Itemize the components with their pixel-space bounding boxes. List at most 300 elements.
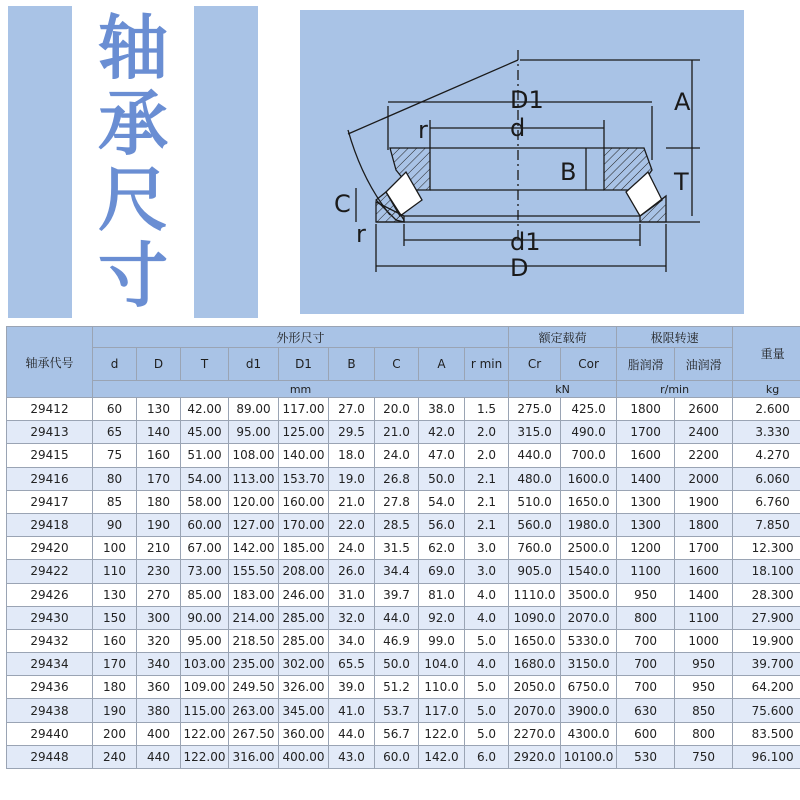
table-cell: 110.0 [419,676,465,699]
header-weight: 重量 [733,327,800,381]
table-cell: 122.0 [419,722,465,745]
table-cell: 27.0 [329,398,375,421]
header-col-d1: d1 [229,348,279,381]
table-cell: 19.0 [329,467,375,490]
table-cell: 95.00 [229,421,279,444]
table-cell: 19.900 [733,629,800,652]
table-cell: 21.0 [375,421,419,444]
label-r-bottom: r [356,220,366,248]
table-cell: 700 [617,676,675,699]
table-cell: 31.5 [375,537,419,560]
table-cell: 326.00 [279,676,329,699]
table-cell: 125.00 [279,421,329,444]
table-row [7,629,800,652]
table-cell: 24.0 [375,444,419,467]
table-cell: 38.0 [419,398,465,421]
header-unit-rating: kN [509,381,617,398]
table-cell: 130 [137,398,181,421]
table-cell: 240 [93,745,137,768]
table-cell: 44.0 [375,606,419,629]
table-cell: 235.00 [229,653,279,676]
table-row [7,653,800,676]
table-cell: 1100 [675,606,733,629]
table-cell: 18.0 [329,444,375,467]
table-cell: 160 [93,629,137,652]
table-cell: 95.00 [181,629,229,652]
header-col-D1: D1 [279,348,329,381]
table-cell: 46.9 [375,629,419,652]
table-cell: 950 [675,676,733,699]
table-cell: 1680.0 [509,653,561,676]
table-cell: 54.0 [419,490,465,513]
label-D1: D1 [510,86,544,114]
table-cell: 440.0 [509,444,561,467]
table-cell: 1600 [675,560,733,583]
table-cell: 800 [617,606,675,629]
page-title [72,6,194,318]
table-cell: 2400 [675,421,733,444]
table-cell: 73.00 [181,560,229,583]
table-cell: 5330.0 [561,629,617,652]
table-cell: 5.0 [465,722,509,745]
table-row [7,722,800,745]
table-cell: 5.0 [465,629,509,652]
table-cell: 1540.0 [561,560,617,583]
table-row [7,444,800,467]
table-cell: 113.00 [229,467,279,490]
table-cell: 3150.0 [561,653,617,676]
table-cell: 1110.0 [509,583,561,606]
table-cell: 267.50 [229,722,279,745]
label-A: A [674,88,691,116]
table-cell: 345.00 [279,699,329,722]
table-cell: 34.0 [329,629,375,652]
table-cell: 21.0 [329,490,375,513]
label-r-top: r [418,116,428,144]
table-row [7,490,800,513]
header-col-D: D [137,348,181,381]
table-cell: 26.8 [375,467,419,490]
table-cell: 4300.0 [561,722,617,745]
table-cell: 39.0 [329,676,375,699]
table-cell-code: 29440 [7,722,93,745]
table-cell: 1700 [617,421,675,444]
table-cell: 380 [137,699,181,722]
table-cell: 39.700 [733,653,800,676]
table-cell-code: 29436 [7,676,93,699]
table-cell: 4.0 [465,653,509,676]
table-cell: 1800 [617,398,675,421]
table-row [7,537,800,560]
table-cell: 2050.0 [509,676,561,699]
table-cell: 1980.0 [561,513,617,536]
header-col-Cor: Cor [561,348,617,381]
table-cell: 10100.0 [561,745,617,768]
table-cell: 117.00 [279,398,329,421]
table-cell: 83.500 [733,722,800,745]
title-char: 寸 [98,235,168,317]
table-cell: 185.00 [279,537,329,560]
header-unit-speed: r/min [617,381,733,398]
label-B: B [560,158,577,186]
table-cell: 104.0 [419,653,465,676]
table-cell: 530 [617,745,675,768]
table-cell: 62.0 [419,537,465,560]
table-cell: 31.0 [329,583,375,606]
title-char: 承 [98,83,168,165]
table-cell-code: 29415 [7,444,93,467]
table-cell: 1650.0 [561,490,617,513]
table-cell-code: 29420 [7,537,93,560]
table-cell: 1700 [675,537,733,560]
table-cell: 3500.0 [561,583,617,606]
table-cell: 1300 [617,513,675,536]
table-row [7,676,800,699]
table-cell: 950 [617,583,675,606]
table-cell: 115.00 [181,699,229,722]
table-cell: 2600 [675,398,733,421]
table-cell: 7.850 [733,513,800,536]
table-cell: 285.00 [279,629,329,652]
table-cell: 27.900 [733,606,800,629]
table-cell: 140 [137,421,181,444]
table-cell: 53.7 [375,699,419,722]
header-col-grease: 脂润滑 [617,348,675,381]
table-cell: 490.0 [561,421,617,444]
table-cell: 26.0 [329,560,375,583]
table-cell: 117.0 [419,699,465,722]
table-cell: 1900 [675,490,733,513]
table-cell: 24.0 [329,537,375,560]
table-cell: 750 [675,745,733,768]
table-cell: 1650.0 [509,629,561,652]
table-cell: 3.330 [733,421,800,444]
table-cell: 27.8 [375,490,419,513]
table-cell: 122.00 [181,745,229,768]
table-cell: 51.00 [181,444,229,467]
table-cell: 130 [93,583,137,606]
bearing-spec-table [6,326,800,769]
header-col-rmin: r min [465,348,509,381]
table-body [7,398,800,769]
table-cell: 440 [137,745,181,768]
table-cell: 3.0 [465,537,509,560]
table-cell: 700.0 [561,444,617,467]
table-cell: 44.0 [329,722,375,745]
table-cell: 29.5 [329,421,375,444]
label-d: d [510,114,526,142]
table-cell: 480.0 [509,467,561,490]
header-col-B: B [329,348,375,381]
table-cell: 110 [93,560,137,583]
title-char: 轴 [98,7,168,89]
table-cell: 1300 [617,490,675,513]
table-cell: 6.0 [465,745,509,768]
table-cell: 45.00 [181,421,229,444]
table-cell: 214.00 [229,606,279,629]
table-cell: 142.00 [229,537,279,560]
header-col-C: C [375,348,419,381]
table-cell: 190 [137,513,181,536]
table-cell: 60.00 [181,513,229,536]
table-cell: 34.4 [375,560,419,583]
table-cell: 210 [137,537,181,560]
table-cell: 218.50 [229,629,279,652]
table-cell: 4.0 [465,583,509,606]
table-cell: 43.0 [329,745,375,768]
label-D: D [510,254,529,282]
table-cell: 67.00 [181,537,229,560]
label-T: T [674,168,689,196]
table-cell: 58.00 [181,490,229,513]
table-row [7,560,800,583]
table-cell: 28.5 [375,513,419,536]
table-cell: 208.00 [279,560,329,583]
table-cell: 1400 [617,467,675,490]
header-col-T: T [181,348,229,381]
table-cell: 41.0 [329,699,375,722]
table-cell: 127.00 [229,513,279,536]
table-cell: 85 [93,490,137,513]
table-cell: 1400 [675,583,733,606]
table-cell: 54.00 [181,467,229,490]
table-cell: 140.00 [279,444,329,467]
table-cell: 360.00 [279,722,329,745]
table-cell: 800 [675,722,733,745]
table-cell: 103.00 [181,653,229,676]
table-cell: 32.0 [329,606,375,629]
table-cell: 90 [93,513,137,536]
table-cell: 3900.0 [561,699,617,722]
table-cell-code: 29438 [7,699,93,722]
table-cell-code: 29426 [7,583,93,606]
table-cell: 47.0 [419,444,465,467]
table-cell-code: 29413 [7,421,93,444]
table-cell: 2000 [675,467,733,490]
header-unit-weight: kg [733,381,800,398]
table-cell: 4.270 [733,444,800,467]
table-cell: 75 [93,444,137,467]
table-cell: 153.70 [279,467,329,490]
table-cell-code: 29448 [7,745,93,768]
table-cell: 4.0 [465,606,509,629]
table-row [7,745,800,768]
table-cell: 60 [93,398,137,421]
header-col-A: A [419,348,465,381]
table-cell: 560.0 [509,513,561,536]
bearing-cross-section-diagram [300,10,744,314]
table-cell-code: 29434 [7,653,93,676]
table-cell: 700 [617,653,675,676]
header-col-oil: 油润滑 [675,348,733,381]
table-cell: 109.00 [181,676,229,699]
table-cell: 1.5 [465,398,509,421]
table-cell: 81.0 [419,583,465,606]
table-cell: 90.00 [181,606,229,629]
table-cell: 340 [137,653,181,676]
table-cell: 65.5 [329,653,375,676]
table-cell: 600 [617,722,675,745]
table-cell-code: 29418 [7,513,93,536]
table-cell: 2.600 [733,398,800,421]
header-group-dims: 外形尺寸 [93,327,509,348]
table-cell: 39.7 [375,583,419,606]
table-cell: 155.50 [229,560,279,583]
table-cell: 6.060 [733,467,800,490]
table-cell: 50.0 [375,653,419,676]
table-cell: 1000 [675,629,733,652]
table-row [7,606,800,629]
table-cell: 42.00 [181,398,229,421]
table-cell: 400.00 [279,745,329,768]
table-cell: 120.00 [229,490,279,513]
table-cell: 510.0 [509,490,561,513]
table-cell: 75.600 [733,699,800,722]
table-cell: 22.0 [329,513,375,536]
label-d1: d1 [510,228,541,256]
header-group-speed: 极限转速 [617,327,733,348]
table-cell: 630 [617,699,675,722]
table-cell: 315.0 [509,421,561,444]
title-panel [8,6,258,318]
table-cell: 5.0 [465,676,509,699]
table-cell-code: 29412 [7,398,93,421]
table-cell: 400 [137,722,181,745]
table-cell: 160.00 [279,490,329,513]
table-cell: 1800 [675,513,733,536]
table-cell: 302.00 [279,653,329,676]
table-cell: 700 [617,629,675,652]
table-cell: 69.0 [419,560,465,583]
table-cell: 2.1 [465,490,509,513]
table-cell: 89.00 [229,398,279,421]
table-cell: 3.0 [465,560,509,583]
table-cell: 190 [93,699,137,722]
table-cell-code: 29432 [7,629,93,652]
table-cell: 320 [137,629,181,652]
table-cell: 200 [93,722,137,745]
table-cell: 360 [137,676,181,699]
table-cell: 2500.0 [561,537,617,560]
table-cell: 1600 [617,444,675,467]
table-cell: 425.0 [561,398,617,421]
table-cell: 230 [137,560,181,583]
header-unit-dims: mm [93,381,509,398]
table-cell: 180 [93,676,137,699]
table-cell: 50.0 [419,467,465,490]
table-row [7,398,800,421]
table-cell: 6.760 [733,490,800,513]
table-cell: 2270.0 [509,722,561,745]
table-cell: 51.2 [375,676,419,699]
table-cell: 6750.0 [561,676,617,699]
table-cell: 64.200 [733,676,800,699]
table-cell: 5.0 [465,699,509,722]
table-row [7,513,800,536]
table-cell: 56.7 [375,722,419,745]
table-cell: 170 [93,653,137,676]
table-cell: 263.00 [229,699,279,722]
table-cell: 2.0 [465,421,509,444]
table-cell: 285.00 [279,606,329,629]
header-code: 轴承代号 [7,327,93,398]
table-cell: 2.1 [465,467,509,490]
table-cell: 92.0 [419,606,465,629]
table-cell: 2070.0 [509,699,561,722]
table-cell: 96.100 [733,745,800,768]
header-col-Cr: Cr [509,348,561,381]
title-char: 尺 [98,159,168,241]
table-cell-code: 29416 [7,467,93,490]
table-cell: 246.00 [279,583,329,606]
table-cell: 270 [137,583,181,606]
table-cell: 2.0 [465,444,509,467]
table-cell: 108.00 [229,444,279,467]
table-cell: 160 [137,444,181,467]
title-accent-bar-right [194,6,258,318]
table-cell: 100 [93,537,137,560]
table-cell: 80 [93,467,137,490]
table-cell: 99.0 [419,629,465,652]
table-cell: 1090.0 [509,606,561,629]
table-cell: 275.0 [509,398,561,421]
table-cell: 905.0 [509,560,561,583]
table-cell: 316.00 [229,745,279,768]
table-cell: 150 [93,606,137,629]
table-cell: 300 [137,606,181,629]
table-cell-code: 29430 [7,606,93,629]
table-cell: 85.00 [181,583,229,606]
table-cell: 2.1 [465,513,509,536]
table-cell: 122.00 [181,722,229,745]
table-row [7,583,800,606]
table-cell: 20.0 [375,398,419,421]
table-cell: 850 [675,699,733,722]
table-cell: 180 [137,490,181,513]
table-row [7,699,800,722]
table-cell: 183.00 [229,583,279,606]
table-cell: 950 [675,653,733,676]
label-C: C [334,190,351,218]
spherical-radius-line [348,60,518,134]
table-cell: 2200 [675,444,733,467]
table-cell: 18.100 [733,560,800,583]
table-cell: 56.0 [419,513,465,536]
table-cell-code: 29417 [7,490,93,513]
table-cell: 2070.0 [561,606,617,629]
table-cell: 760.0 [509,537,561,560]
table-row [7,421,800,444]
bearing-diagram-panel [300,10,744,314]
title-accent-bar-left [8,6,72,318]
table-cell: 2920.0 [509,745,561,768]
table-cell: 1200 [617,537,675,560]
table-cell: 249.50 [229,676,279,699]
table-cell: 1100 [617,560,675,583]
header-col-d: d [93,348,137,381]
table-cell: 65 [93,421,137,444]
table-cell: 60.0 [375,745,419,768]
table-cell: 42.0 [419,421,465,444]
header-group-rating: 额定载荷 [509,327,617,348]
table-cell: 1600.0 [561,467,617,490]
table-row [7,467,800,490]
table-cell: 170 [137,467,181,490]
table-cell: 142.0 [419,745,465,768]
table-cell: 28.300 [733,583,800,606]
table-cell-code: 29422 [7,560,93,583]
table-cell: 170.00 [279,513,329,536]
